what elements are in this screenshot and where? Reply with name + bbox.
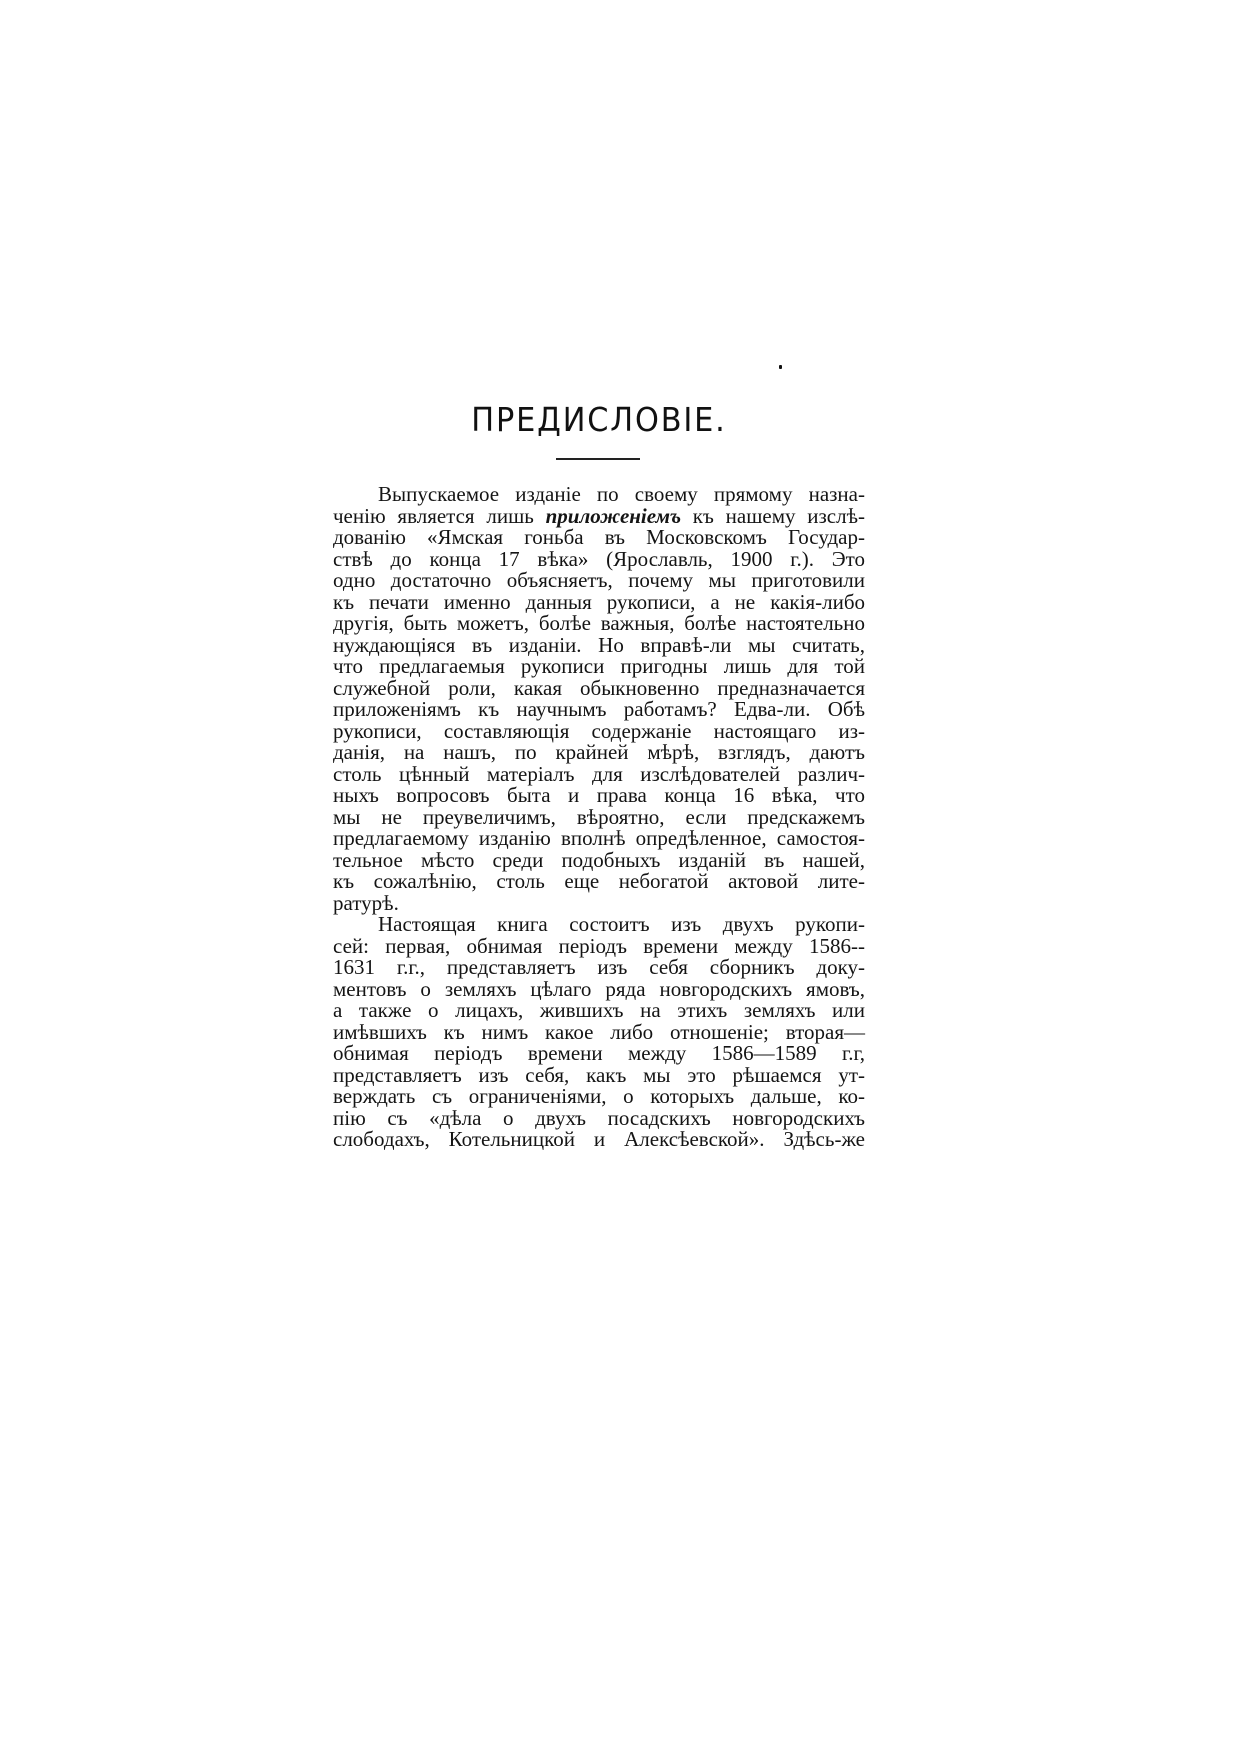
emphasized-word: приложеніемъ — [545, 503, 682, 528]
text-line: нуждающіяся въ изданіи. Но вправѣ-ли мы считать, — [333, 632, 865, 657]
text-line: имѣвшихъ къ нимъ какое либо отношеніе; вторая— — [333, 1019, 865, 1044]
text-line: тельное мѣсто среди подобныхъ изданій въ нашей, — [333, 847, 865, 872]
text-line: верждать съ ограниченіями, о которыхъ дальше, ко- — [333, 1084, 865, 1108]
text-line: ныхъ вопросовъ быта и права конца 16 вѣка, что — [333, 783, 865, 807]
text-line: одно достаточно объясняетъ, почему мы приготовили — [333, 568, 865, 592]
title-divider — [556, 458, 640, 460]
text-line: приложеніямъ къ научнымъ работамъ? Едва-ли. Обѣ — [333, 697, 865, 721]
text-line: другія, быть можетъ, болѣе важныя, болѣе настоятельно — [333, 611, 865, 635]
text-line: мы не преувеличимъ, вѣроятно, если предскажемъ — [333, 804, 865, 829]
text-line: служебной роли, какая обыкновенно предназначается — [333, 675, 865, 700]
text-line: ментовъ о земляхъ цѣлаго ряда новгородскихъ ямовъ, — [333, 976, 865, 1001]
text-line: слободахъ, Котельницкой и Алексѣевской». Здѣсь-же — [333, 1127, 865, 1151]
text-line: что предлагаемыя рукописи пригодны лишь для той — [333, 654, 865, 678]
page-title: ПРЕДИСЛОВІЕ. — [471, 400, 727, 439]
text-line: Настоящая книга состоитъ изъ двухъ рукопи- — [378, 912, 865, 936]
text-line: къ печати именно данныя рукописи, а не какія-либо — [333, 589, 865, 614]
text-line: ченію является лишь приложеніемъ къ нашему изслѣ- — [333, 503, 865, 528]
text-line: дованію «Ямская гоньба въ Московскомъ Государ- — [333, 525, 865, 549]
text-line: обнимая періодъ времени между 1586—1589 г.г, — [333, 1041, 865, 1065]
text-line: предлагаемому изданію вполнѣ опредѣленное, самостоя- — [333, 826, 865, 850]
preface-body — [333, 484, 865, 1151]
text-line: Выпускаемое изданіе по своему прямому назна- — [378, 482, 865, 506]
text-line: данія, на нашъ, по крайней мѣрѣ, взглядъ, даютъ — [333, 740, 865, 764]
text-line: къ сожалѣнію, столь еще небогатой актовой лите- — [333, 869, 865, 893]
text-line: представляетъ изъ себя, какъ мы это рѣшаемся ут- — [333, 1062, 865, 1087]
text-line: рукописи, составляющія содержаніе настоящаго из- — [333, 718, 865, 743]
text-line: ратурѣ. — [333, 890, 399, 915]
text-line: а также о лицахъ, жившихъ на этихъ земляхъ или — [333, 998, 865, 1022]
text-line: ствѣ до конца 17 вѣка» (Ярославль, 1900 г.). Это — [333, 546, 865, 571]
text-line: столь цѣнный матеріалъ для изслѣдователей различ- — [333, 761, 865, 786]
scan-speck — [779, 365, 782, 369]
text-line: пію съ «дѣла о двухъ посадскихъ новгородскихъ — [333, 1105, 865, 1130]
text-line: сей: первая, обнимая періодъ времени между 1586-- — [333, 933, 865, 958]
text-line: 1631 г.г., представляетъ изъ себя сборникъ доку- — [333, 955, 865, 979]
